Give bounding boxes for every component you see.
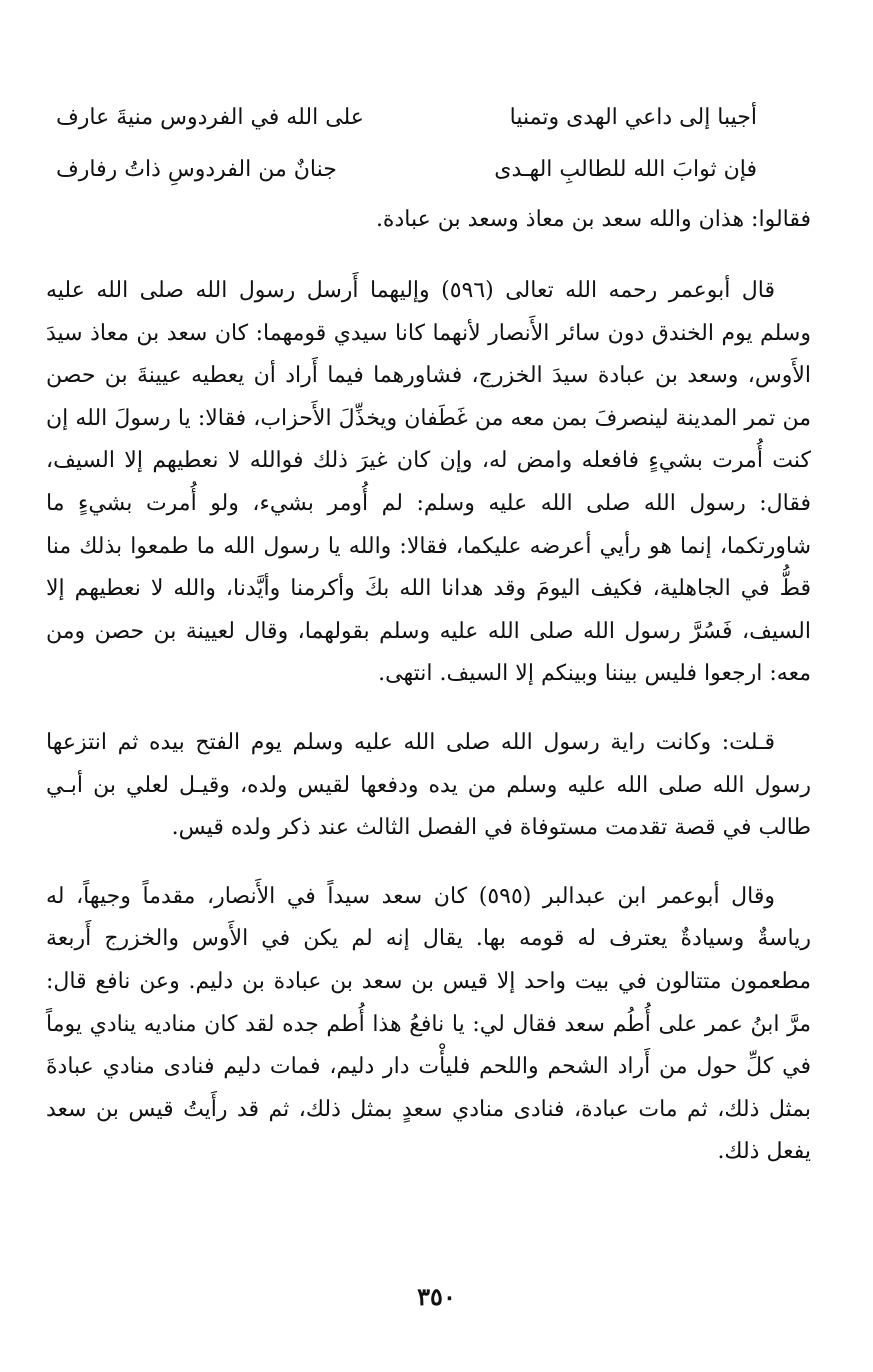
verse-first-hemistich: أجيبا إلى داعي الهدى وتمنيا xyxy=(509,105,757,130)
page-number: ٣٥٠ xyxy=(417,1282,456,1311)
verse-conclusion: فقالوا: هذان والله سعد بن معاذ وسعد بن عبادة. xyxy=(375,207,811,232)
verse-first-hemistich: فإن ثوابَ الله للطالبِ الهـدى xyxy=(494,157,757,182)
verse-second-hemistich: على الله في الفردوس منيةَ عارف xyxy=(56,105,364,130)
verse-line xyxy=(56,144,757,196)
paragraph xyxy=(46,722,811,850)
verse-second-hemistich: جنانٌ من الفردوسِ ذاتُ رفارف xyxy=(56,157,337,182)
verse-line xyxy=(56,92,757,144)
paragraph-text: قال أبوعمر رحمه الله تعالى (٥٩٦) وإليهما أَرسل رسول الله صلى الله عليه وسلم يوم الخندق دون سائر الأَنصار لأنهما كانا سيدي قومهما: كان سعد بن معاذ سيدَ الأَوس، وسعد بن عبادة سيدَ الخزرج، فشاورهما فيما أَراد أن يعطيه عيينةَ بن حصن من تمر المدينة لينصرفَ بمن معه من غَطَفان ويخذِّلَ الأَحزاب، فقالا: يا رسولَ الله إن كنت أُمرت بشيءٍ فافعله وامض له، وإن كان غيرَ ذلك فوالله لا نعطيهم إلا السيف، فقال: رسول الله صلى الله عليه وسلم: لم أُومر بشيء، ولو أُمرت بشيءٍ ما شاورتكما، إنما هو رأيي أعرضه عليكما، فقالا: والله يا رسول الله ما طمعوا بذلك منا قطُّ في الجاهلية، فكيف اليومَ وقد هدانا الله بكَ وأكرمنا وأيَّدنا، والله لا نعطيهم إلا السيف، فَسُرَّ رسول الله صلى الله عليه وسلم بقولهما، وقال لعيينة بن حصن ومن معه: ارجعوا فليس بيننا وبينكم إلا السيف. انتهى. xyxy=(46,278,812,687)
paragraph xyxy=(46,876,811,1174)
poem-verses xyxy=(56,92,757,196)
paragraph-text: قـلت: وكانت راية رسول الله صلى الله عليه وسلم يوم الفتح بيده ثم انتزعها رسول الله صلى الله عليه وسلم من يده ودفعها لقيس ولده، وقيـل لعلي بن أبـي طالب في قصة تقدمت مستوفاة في الفصل الثالث عند ذكر ولده قيس. xyxy=(46,729,811,841)
paragraph xyxy=(46,270,811,696)
paragraph-text: وقال أبوعمر ابن عبدالبر (٥٩٥) كان سعد سيداً في الأَنصار، مقدماً وجيهاً، له رياسةٌ وسيادةٌ يعترف له قومه بها. يقال إنه لم يكن في الأَوس والخزرج أَربعة مطعمون متتالون في بيت واحد إلا قيس بن سعد بن عبادة بن دليم. وعن نافع قال: مرَّ ابنُ عمر على أُطُم سعد فقال لي: يا نافعُ هذا أُطم جده لقد كان مناديه ينادي يوماً في كلِّ حول من أَراد الشحم واللحم فليأْت دار دليم، فمات دليم فنادى منادي عبادةَ بمثل ذلك، ثم مات عبادة، فنادى منادي سعدٍ بمثل ذلك، ثم قد رأَيتُ قيس بن سعد يفعل ذلك. xyxy=(46,883,811,1165)
